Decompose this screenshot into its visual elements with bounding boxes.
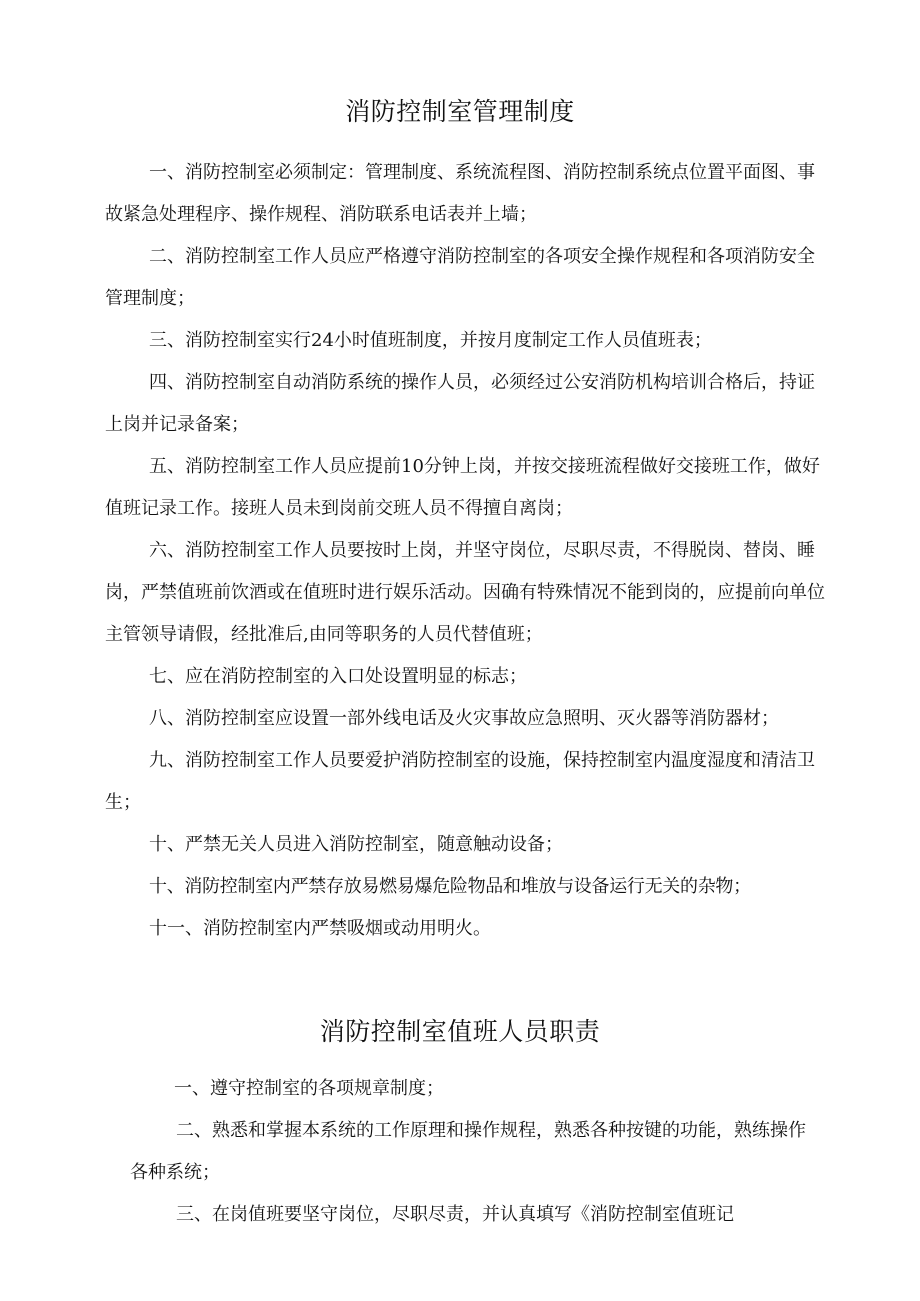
rule-item: 一、消防控制室必须制定：管理制度、系统流程图、消防控制系统点位置平面图、事故紧急处理程序、操作规程、消防联系电话表并上墙； xyxy=(105,162,815,225)
rule-item: 二、消防控制室工作人员应严格遵守消防控制室的各项安全操作规程和各项消防安全管理制度； xyxy=(105,246,815,309)
section-title-duties: 消防控制室值班人员职责 xyxy=(319,1017,601,1046)
duty-item: 三、在岗值班要坚守岗位，尽职尽责，并认真填写《消防控制室值班记 xyxy=(176,1204,734,1225)
rule-item: 十、消防控制室内严禁存放易燃易爆危险物品和堆放与设备运行无关的杂物； xyxy=(149,876,751,897)
rule-item: 五、消防控制室工作人员应提前10分钟上岗，并按交接班流程做好交接班工作，做好值班记录工作。接班人员未到岗前交班人员不得擅自离岗； xyxy=(105,456,820,519)
rule-item: 三、消防控制室实行24小时值班制度，并按月度制定工作人员值班表； xyxy=(149,330,712,351)
rule-item: 十一、消防控制室内严禁吸烟或动用明火。 xyxy=(149,918,491,939)
rule-item: 七、应在消防控制室的入口处设置明显的标志； xyxy=(149,666,527,687)
duties-section xyxy=(130,1068,820,1236)
rule-item: 十、严禁无关人员进入消防控制室，随意触动设备； xyxy=(149,834,563,855)
duty-item: 一、遵守控制室的各项规章制度； xyxy=(174,1078,444,1099)
duty-item: 二、熟悉和掌握本系统的工作原理和操作规程，熟悉各种按键的功能，熟练操作各种系统； xyxy=(130,1120,806,1183)
rule-item: 八、消防控制室应设置一部外线电话及火灾事故应急照明、灭火器等消防器材； xyxy=(149,708,779,729)
rule-item: 四、消防控制室自动消防系统的操作人员，必须经过公安消防机构培训合格后，持证上岗并记录备案； xyxy=(105,372,815,435)
rule-item: 六、消防控制室工作人员要按时上岗，并坚守岗位，尽职尽责，不得脱岗、替岗、睡岗，严禁值班前饮酒或在值班时进行娱乐活动。因确有特殊情况不能到岗的，应提前向单位主管领导请假，经批准后,由同等职务的人员代替值班； xyxy=(105,540,825,645)
page-title: 消防控制室管理制度 xyxy=(345,97,575,126)
rule-item: 九、消防控制室工作人员要爱护消防控制室的设施，保持控制室内温度湿度和清洁卫生； xyxy=(105,750,815,813)
rules-section xyxy=(105,152,825,950)
